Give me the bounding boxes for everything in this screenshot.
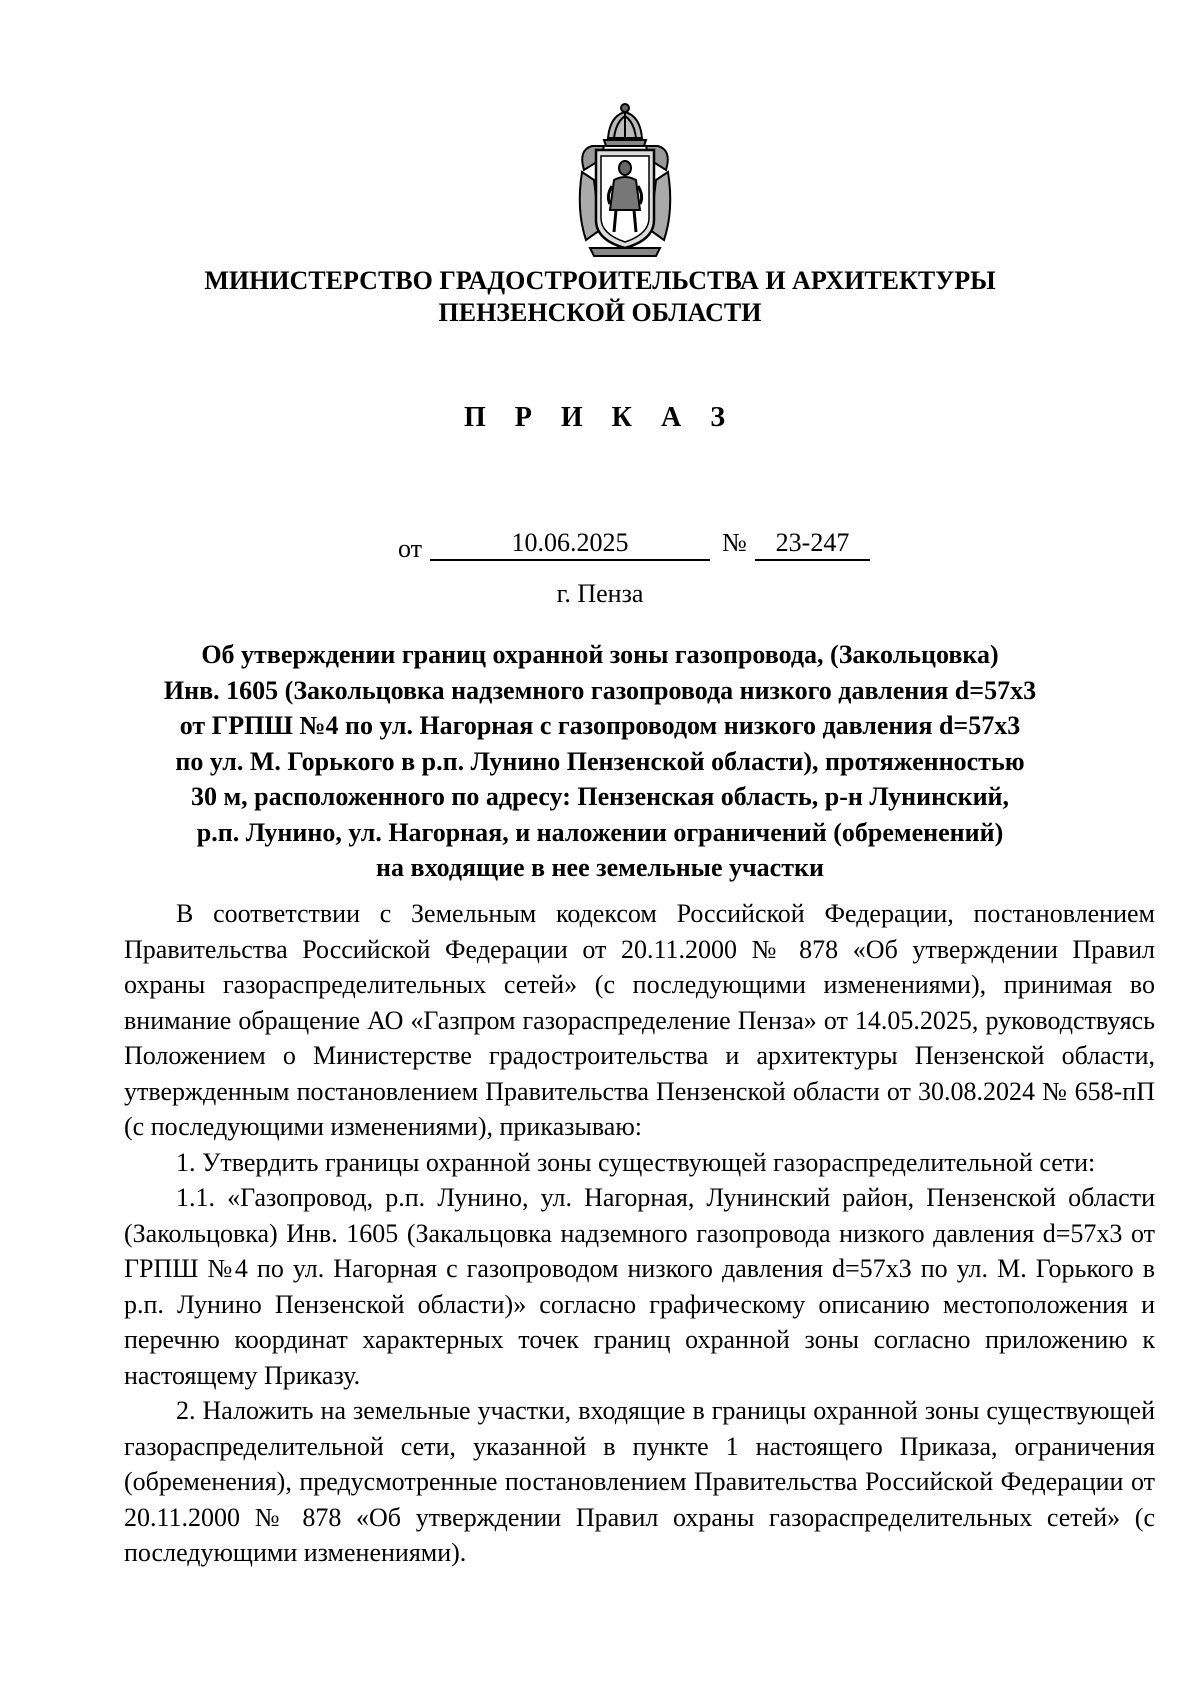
order-date: 10.06.2025 [430,528,710,561]
order-number: 23-247 [755,528,870,561]
date-prefix: от [398,534,423,563]
document-type-title: П Р И К А З [464,402,736,433]
preamble-paragraph: В соответствии с Земельным кодексом Российской Федерации, постановлением Правительства Российской Федерации от 20.11.2000 № 878 «Об утверждении Правил охраны газораспределительных сетей» (с последующими изменениями), принимая во внимание обращение АО «Газпром газораспределение Пенза» от 14.05.2025, руководствуясь Положением о Министерстве градостроительства и архитектуры Пензенской области, утвержденным постановлением Правительства Пензенской области от 30.08.2024 № 658-пП (с последующими изменениями), приказываю: [124,899,1155,1141]
order-subject [100,637,1100,886]
penza-region-coat-of-arms-icon [570,100,680,260]
order-body [124,896,1155,1571]
ministry-name-line1: МИНИСТЕРСТВО ГРАДОСТРОИТЕЛЬСТВА И АРХИТЕКТУРЫ [204,266,996,295]
ministry-name-line2: ПЕНЗЕНСКОЙ ОБЛАСТИ [438,298,762,327]
subject-line: на входящие в нее земельные участки [376,853,824,882]
subject-line: р.п. Лунино, ул. Нагорная, и наложении ограничений (обременений) [196,817,1004,847]
subject-line: Об утверждении границ охранной зоны газопровода, (Закольцовка) [201,640,999,669]
number-prefix: № [722,528,747,557]
order-date-number-row [0,528,1200,564]
ministry-name [0,265,1200,329]
city: г. Пенза [556,579,644,608]
subject-line: от ГРПШ №4 по ул. Нагорная с газопроводом низкого давления d=57x3 [179,711,1021,740]
item-1-paragraph: 1. Утвердить границы охранной зоны существующей газораспределительной сети: [176,1147,1096,1177]
item-2-paragraph: 2. Наложить на земельные участки, входящие в границы охранной зоны существующей газораспределительной сети, указанной в пункте 1 настоящего Приказа, ограничения (обременения), предусмотренные постановлением Правительства Российской Федерации от 20.11.2000 № 878 «Об утверждении Правил охраны газораспределительных сетей» (с последующими изменениями). [124,1396,1155,1567]
item-1-1-paragraph: 1.1. «Газопровод, р.п. Лунино, ул. Нагорная, Лунинский район, Пензенской области (Закольцовка) Инв. 1605 (Закальцовка надземного газопровода низкого давления d=57x3 от ГРПШ №4 по ул. Нагорная с газопроводом низкого давления d=57x3 по ул. М. Горького в р.п. Лунино Пензенской области)» согласно графическому описанию местоположения и перечню координат характерных точек границ охранной зоны согласно приложению к настоящему Приказу. [124,1183,1155,1390]
subject-line: 30 м, расположенного по адресу: Пензенская область, р-н Лунинский, [190,782,1010,811]
subject-line: Инв. 1605 (Закольцовка надземного газопровода низкого давления d=57x3 [163,675,1037,705]
subject-line: по ул. М. Горького в р.п. Лунино Пензенской области), протяженностью [175,746,1025,776]
